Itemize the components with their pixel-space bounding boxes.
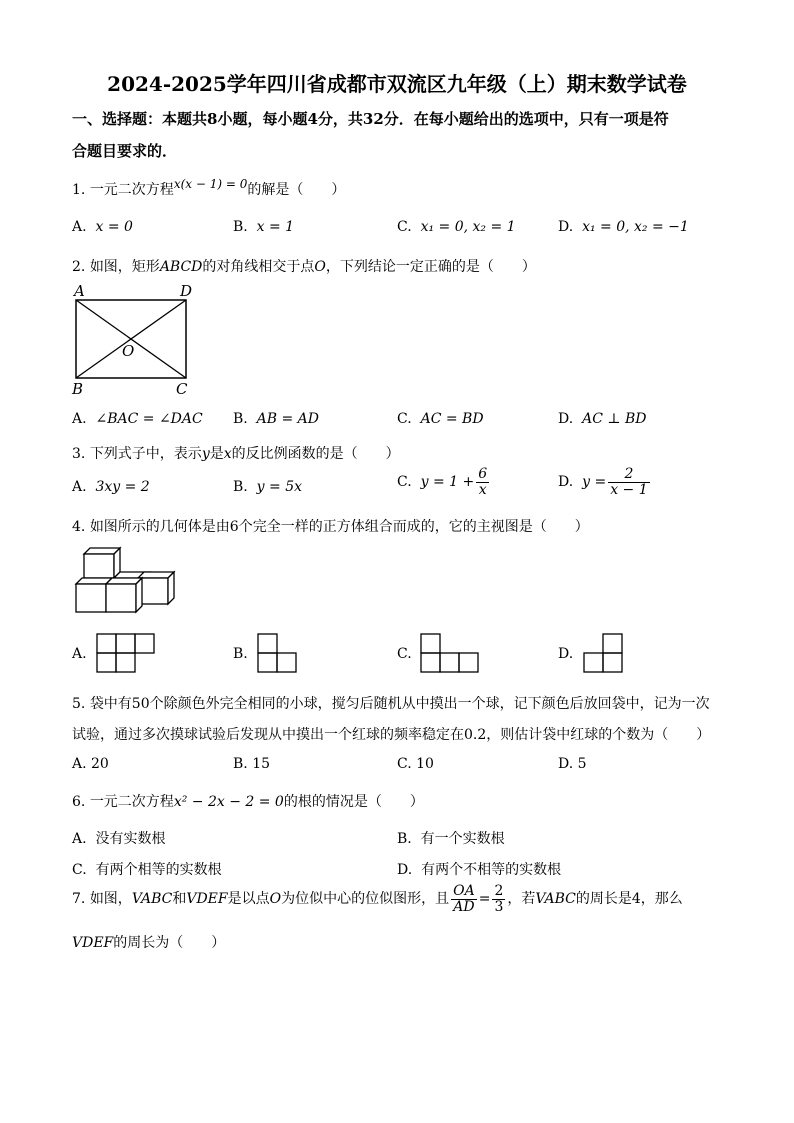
option-a[interactable]: [72, 756, 109, 772]
option-text: x = 0: [95, 219, 133, 235]
question-number: 1.: [72, 182, 86, 198]
view-square: [421, 634, 440, 653]
math-symbol: O: [314, 259, 326, 275]
view-square: [603, 634, 622, 653]
option-label: D.: [558, 411, 574, 427]
option-text: y = 5x: [256, 479, 302, 495]
option-label: D.: [558, 474, 574, 491]
option-a[interactable]: [72, 411, 203, 427]
vertex-label-c: C: [176, 380, 188, 398]
page-title: 2024-2025学年四川省成都市双流区九年级（上）期末数学试卷: [107, 72, 687, 96]
question-text: 是以点: [227, 891, 270, 908]
option-d[interactable]: [558, 756, 587, 772]
section-header-line1: 一、选择题：本题共8小题，每小题4分，共32分．在每小题给出的选项中，只有一项是符: [72, 110, 669, 128]
fraction-denominator: AD: [453, 898, 475, 915]
option-label: D.: [558, 219, 574, 235]
rectangle-figure: [70, 282, 200, 398]
option-b[interactable]: [233, 756, 270, 772]
cube-face: [84, 554, 114, 578]
option-text: ∠BAC = ∠DAC: [95, 411, 203, 427]
fraction: [451, 884, 477, 914]
math-symbol: ABCD: [159, 259, 203, 275]
option-b[interactable]: [233, 411, 319, 427]
view-square: [258, 634, 277, 653]
option-label: B.: [233, 646, 248, 662]
option-label: B.: [233, 219, 248, 235]
option-label: C.: [397, 411, 412, 427]
option-text: 没有实数根: [95, 831, 166, 847]
question-6: [72, 791, 424, 811]
option-d-view-figure: [583, 633, 625, 673]
question-number: 6.: [72, 794, 86, 810]
math-symbol: VDEF: [72, 935, 114, 951]
question-text: 如图所示的几何体是由6个完全一样的正方体组合而成的，它的主视图是（ ）: [89, 519, 589, 535]
option-a[interactable]: [72, 646, 87, 662]
option-text: 3xy = 2: [95, 479, 150, 495]
question-4: [72, 516, 589, 536]
option-c[interactable]: [397, 411, 484, 427]
option-text: 20: [91, 756, 109, 772]
view-square: [258, 653, 277, 672]
view-square: [116, 653, 135, 672]
question-text: 的反比例函数的是（ ）: [231, 446, 400, 462]
math-symbol: y: [201, 446, 210, 462]
view-square: [116, 634, 135, 653]
center-label-o: O: [122, 342, 135, 360]
question-text: 袋中有50个除颜色外完全相同的小球，搅匀后随机从中摸出一个球，记下颜色后放回袋中，记为一次: [89, 696, 710, 712]
question-text: 为位似中心的位似图形，且: [281, 891, 450, 908]
fraction-numerator: 2: [494, 883, 504, 899]
question-text: 一元二次方程: [89, 794, 174, 810]
option-text: 有一个实数根: [420, 831, 505, 847]
question-number: 3.: [72, 446, 86, 462]
fraction-numerator: 2: [608, 467, 649, 483]
option-label: C.: [397, 756, 412, 772]
option-text: AC ⊥ BD: [582, 411, 647, 427]
question-text: 的周长为（ ）: [113, 935, 226, 951]
math-symbol: O: [269, 891, 282, 908]
question-5-line1: [72, 693, 710, 713]
option-d[interactable]: [397, 859, 561, 879]
math-expression: x(x − 1) = 0: [173, 177, 248, 191]
option-label: A.: [72, 756, 87, 772]
cube-stack-figure: [74, 548, 178, 616]
option-label: B.: [233, 411, 248, 427]
option-b[interactable]: [397, 828, 505, 848]
option-label: B.: [233, 756, 248, 772]
question-text: 如图，: [89, 891, 132, 908]
option-label: D.: [558, 756, 574, 772]
option-d[interactable]: [558, 646, 573, 662]
option-c[interactable]: [397, 646, 412, 662]
cube-face: [168, 572, 174, 604]
option-label: B.: [233, 479, 248, 495]
math-expression: x² − 2x − 2 = 0: [173, 794, 284, 810]
view-square: [277, 653, 296, 672]
view-square: [97, 653, 116, 672]
view-square: [97, 634, 116, 653]
fraction-numerator: 6: [478, 466, 488, 482]
view-square: [459, 653, 478, 672]
option-text: y = 1 +: [420, 474, 475, 491]
question-text: ，若: [507, 891, 536, 908]
option-a[interactable]: [72, 219, 133, 235]
option-label: C.: [397, 219, 412, 235]
question-1: [72, 179, 345, 199]
option-c[interactable]: [397, 467, 491, 497]
question-2: [72, 256, 536, 276]
question-text: 如图，矩形: [89, 259, 160, 275]
option-text: x₁ = 0, x₂ = −1: [582, 219, 689, 235]
fraction: [476, 467, 489, 497]
option-d[interactable]: [558, 411, 647, 427]
fraction-denominator: x − 1: [610, 481, 648, 498]
option-b[interactable]: [233, 646, 248, 662]
option-text: 10: [416, 756, 434, 772]
question-text: 的根的情况是（ ）: [283, 794, 424, 810]
question-number: 2.: [72, 259, 86, 275]
option-label: A.: [72, 646, 87, 662]
option-label: C.: [397, 474, 412, 491]
question-text: 的解是（ ）: [247, 182, 346, 198]
question-number: 4.: [72, 519, 86, 535]
option-label: C.: [397, 646, 412, 662]
fraction-numerator: OA: [453, 883, 475, 899]
option-text: y =: [582, 474, 607, 491]
vertex-label-b: B: [72, 380, 84, 398]
math-symbol: x: [223, 446, 232, 462]
option-a[interactable]: [72, 828, 165, 848]
question-7-line2: [72, 932, 225, 952]
vertex-label-d: D: [180, 282, 193, 300]
math-symbol: =: [478, 891, 491, 908]
option-text: 有两个不相等的实数根: [421, 862, 562, 878]
question-7-line1: [72, 884, 683, 914]
option-text: 15: [252, 756, 271, 772]
question-text: 的对角线相交于点: [202, 259, 315, 275]
option-a[interactable]: [72, 479, 150, 495]
option-a-view-figure: [96, 633, 156, 673]
section-header-line2: 合题目要求的．: [72, 142, 178, 160]
fraction-denominator: 3: [494, 898, 504, 915]
option-label: A.: [72, 219, 87, 235]
question-number: 7.: [72, 891, 86, 908]
view-square: [440, 653, 459, 672]
question-text: 一元二次方程: [89, 182, 174, 198]
question-3: [72, 443, 400, 463]
option-label: C.: [72, 862, 87, 878]
question-5-line2: 试验，通过多次摸球试验后发现从中摸出一个红球的频率稳定在0.2，则估计袋中红球的个数为（ ）: [72, 727, 711, 743]
option-d[interactable]: [558, 219, 689, 235]
option-c-view-figure: [420, 633, 480, 673]
math-symbol: VDEF: [186, 891, 228, 908]
option-c[interactable]: [72, 859, 222, 879]
option-label: A.: [72, 411, 87, 427]
fraction-denominator: x: [478, 481, 487, 498]
option-text: 5: [577, 756, 587, 772]
question-text: 和: [172, 891, 187, 908]
option-label: D.: [558, 646, 574, 662]
option-c[interactable]: [397, 219, 516, 235]
view-square: [584, 653, 603, 672]
option-c[interactable]: [397, 756, 434, 772]
option-label: B.: [397, 831, 412, 847]
fraction: [492, 884, 505, 914]
view-square: [421, 653, 440, 672]
option-label: A.: [72, 479, 87, 495]
option-text: AB = AD: [256, 411, 320, 427]
option-label: D.: [397, 862, 413, 878]
question-text: 是: [209, 446, 224, 462]
option-d[interactable]: [558, 467, 652, 497]
math-symbol: VABC: [535, 891, 576, 908]
option-b[interactable]: [233, 479, 302, 495]
cube-face: [76, 584, 106, 612]
option-label: A.: [72, 831, 87, 847]
option-b[interactable]: [233, 219, 294, 235]
question-number: 5.: [72, 696, 86, 712]
question-text: 下列式子中，表示: [89, 446, 202, 462]
question-text: ，下列结论一定正确的是（ ）: [325, 259, 536, 275]
math-symbol: VABC: [131, 891, 173, 908]
option-b-view-figure: [257, 633, 299, 673]
cube-face: [136, 578, 142, 612]
option-text: x₁ = 0, x₂ = 1: [420, 219, 516, 235]
vertex-label-a: A: [74, 282, 85, 300]
option-text: AC = BD: [420, 411, 484, 427]
view-square: [603, 653, 622, 672]
option-text: x = 1: [256, 219, 295, 235]
cube-face: [106, 584, 136, 612]
fraction: [608, 467, 649, 497]
question-text: 的周长是4，那么: [575, 891, 683, 908]
option-text: 有两个相等的实数根: [95, 862, 222, 878]
view-square: [135, 634, 154, 653]
